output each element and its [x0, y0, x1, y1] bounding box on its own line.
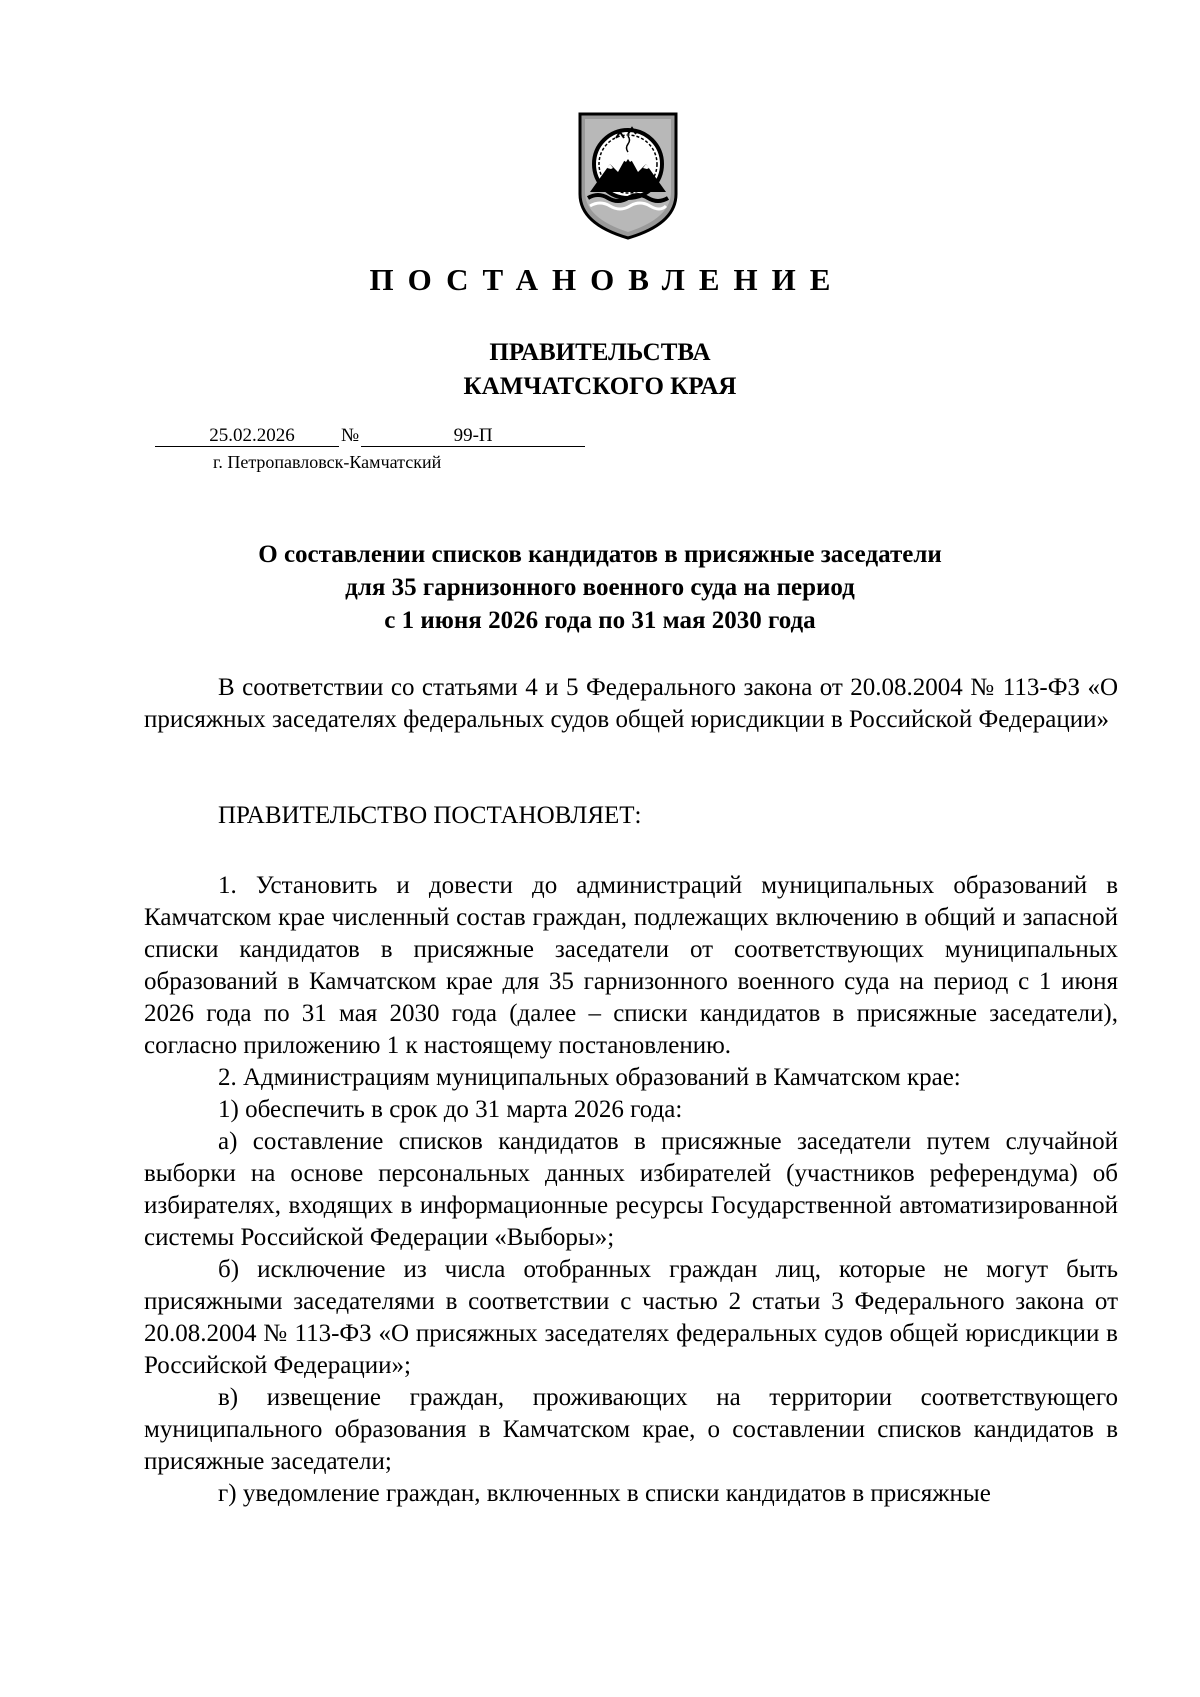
- issuer-block: [0, 336, 1200, 404]
- preamble-section: [144, 672, 1118, 736]
- document-meta: [155, 425, 585, 473]
- decree-heading: ПРАВИТЕЛЬСТВО ПОСТАНОВЛЯЕТ:: [218, 802, 642, 829]
- preamble-paragraph: В соответствии со статьями 4 и 5 Федерального закона от 20.08.2004 № 113-ФЗ «О присяжных заседателях федеральных судов общей юрисдикции в Российской Федерации»: [144, 674, 1118, 733]
- title-line-1: О составлении списков кандидатов в присяжные заседатели: [258, 541, 942, 568]
- document-date: 25.02.2026: [155, 426, 339, 447]
- document-type-heading: ПОСТАНОВЛЕНИЕ: [369, 262, 845, 297]
- decree-items: [144, 870, 1118, 1510]
- title-line-3: с 1 июня 2026 года по 31 мая 2030 года: [384, 607, 816, 634]
- document-title: [0, 538, 1200, 637]
- paragraph-item: 1) обеспечить в срок до 31 марта 2026 года:: [218, 1096, 683, 1123]
- paragraph-item: а) составление списков кандидатов в присяжные заседатели путем случайной выборки на основе персональных данных избирателей (участников референдума) об избирателях, входящих в информационные ресурсы Государственной автоматизированной системы Российской Федерации «Выборы»;: [144, 1128, 1118, 1251]
- paragraph-item: 2. Администрациям муниципальных образований в Камчатском крае:: [218, 1064, 961, 1091]
- number-sign: №: [341, 425, 360, 446]
- decree-section: [144, 800, 1118, 832]
- coat-of-arms-emblem: [576, 112, 680, 240]
- paragraph-item: в) извещение граждан, проживающих на территории соответствующего муниципального образования в Камчатском крае, о составлении списков кандидатов в присяжные заседатели;: [144, 1384, 1118, 1475]
- title-line-2: для 35 гарнизонного военного суда на период: [345, 574, 855, 601]
- paragraph-item: б) исключение из числа отобранных граждан лиц, которые не могут быть присяжными заседателями в соответствии с частью 2 статьи 3 Федерального закона от 20.08.2004 № 113-ФЗ «О присяжных заседателях федеральных судов общей юрисдикции в Российской Федерации»;: [144, 1256, 1118, 1379]
- paragraph-item: г) уведомление граждан, включенных в списки кандидатов в присяжные: [218, 1480, 991, 1507]
- issuer-line-2: КАМЧАТСКОГО КРАЯ: [463, 373, 737, 400]
- paragraph-item: 1. Установить и довести до администраций муниципальных образований в Камчатском крае численный состав граждан, подлежащих включению в общий и запасной списки кандидатов в присяжные заседатели от соответствующих муниципальных образований в Камчатском крае для 35 гарнизонного военного суда на период с 1 июня 2026 года по 31 мая 2030 года (далее – списки кандидатов в присяжные заседатели), согласно приложению 1 к настоящему постановлению.: [144, 872, 1118, 1059]
- date-number-line: [155, 425, 585, 447]
- document-number: 99-П: [361, 426, 585, 447]
- city-name: г. Петропавловск-Камчатский: [213, 452, 442, 472]
- issuer-line-1: ПРАВИТЕЛЬСТВА: [489, 339, 711, 366]
